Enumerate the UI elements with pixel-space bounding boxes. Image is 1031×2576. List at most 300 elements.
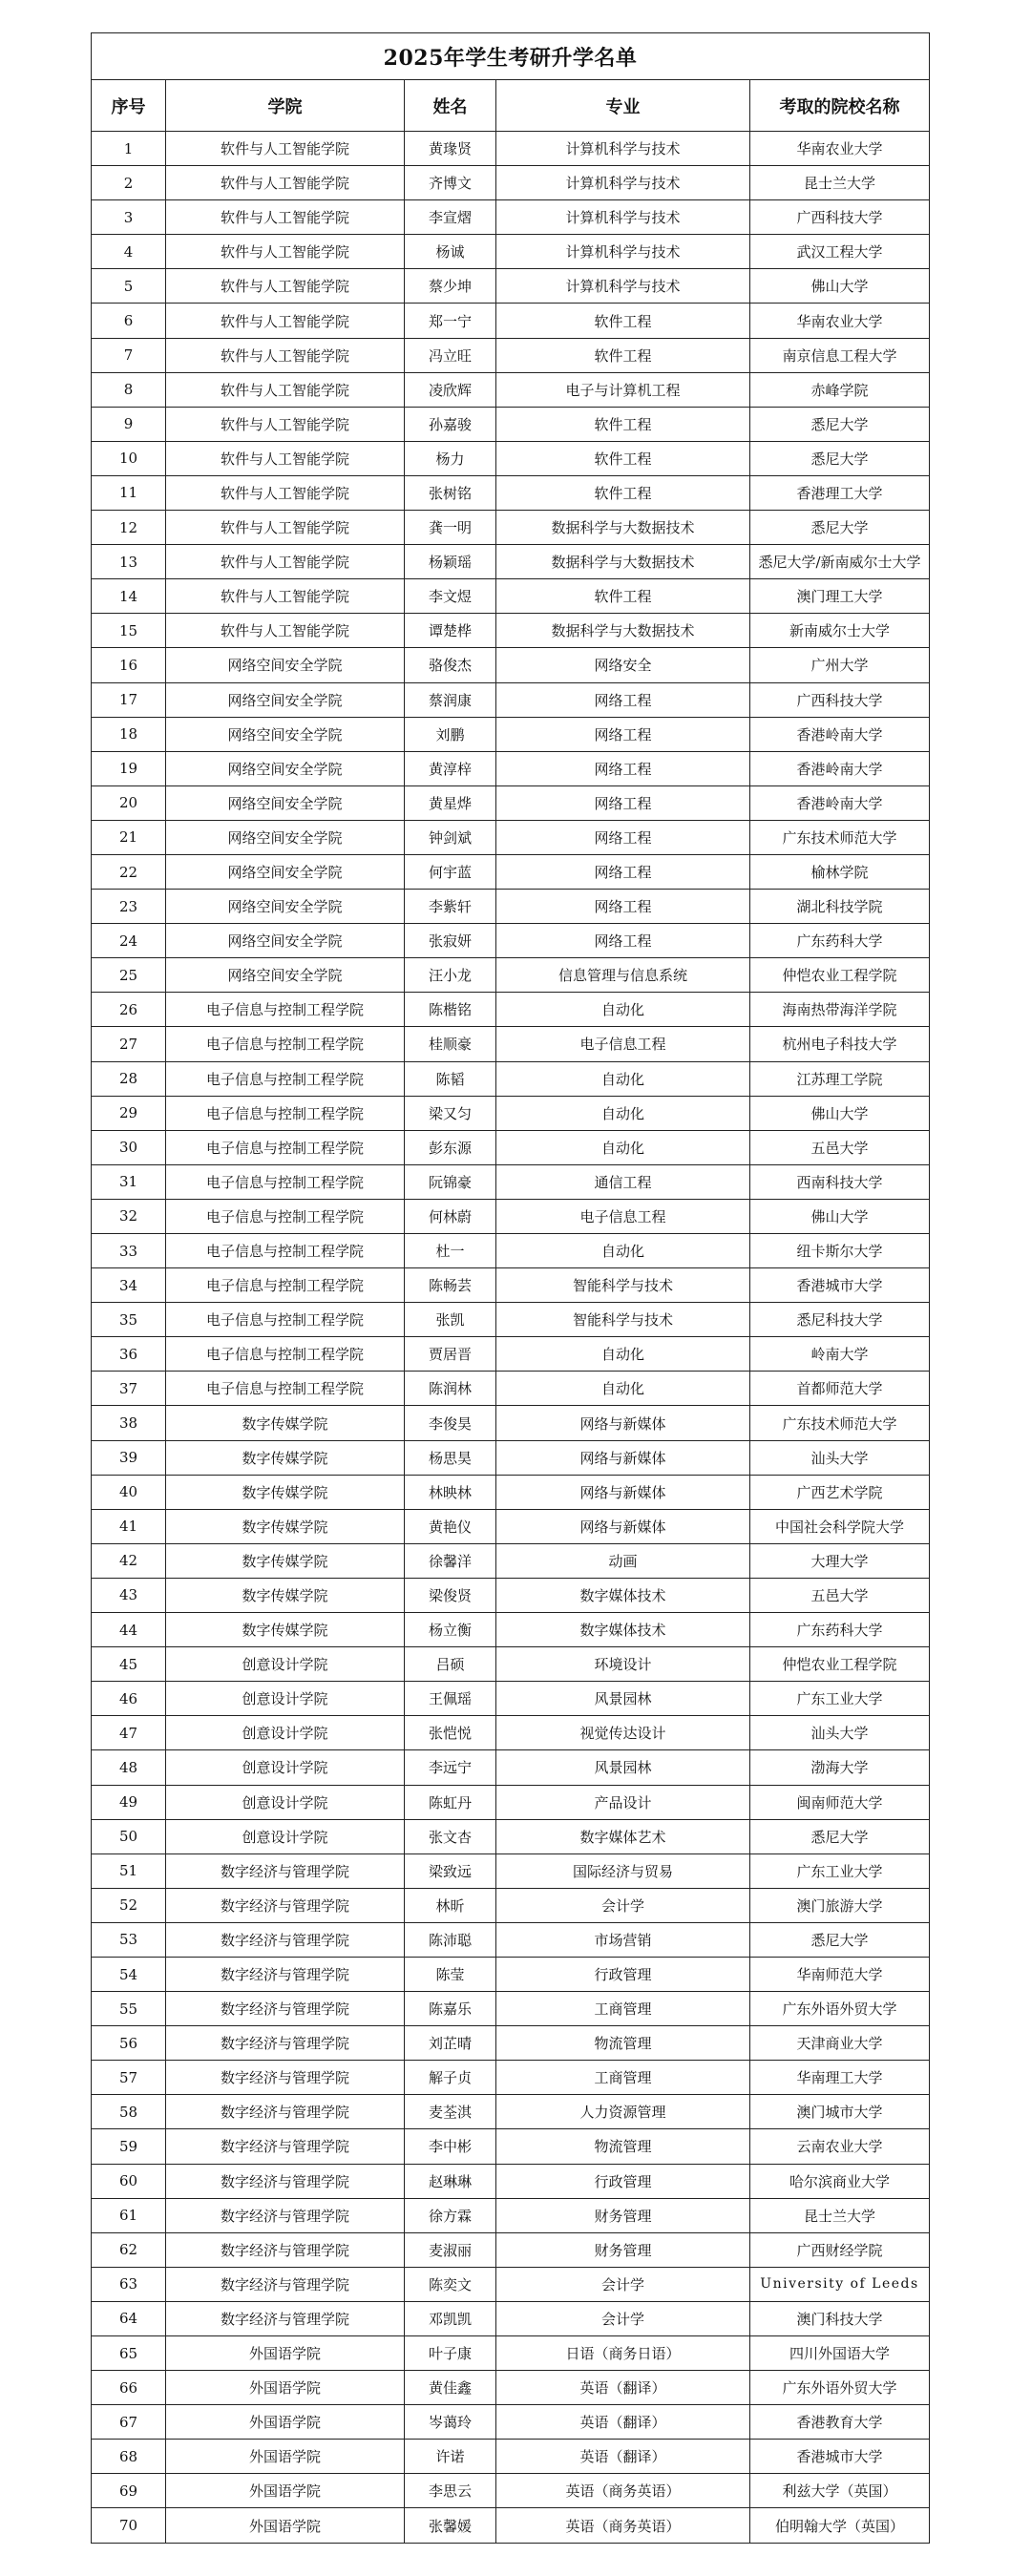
- cell-college: 数字经济与管理学院: [166, 1888, 405, 1922]
- cell-university: 利兹大学（英国）: [750, 2474, 930, 2508]
- cell-index: 21: [92, 820, 166, 854]
- cell-major: 计算机科学与技术: [496, 235, 750, 269]
- page-title: 2025年学生考研升学名单: [92, 33, 930, 80]
- cell-major: 电子信息工程: [496, 1199, 750, 1233]
- cell-university: 云南农业大学: [750, 2129, 930, 2164]
- cell-university: 澳门科技大学: [750, 2301, 930, 2335]
- cell-university: 南京信息工程大学: [750, 338, 930, 372]
- cell-major: 数字媒体技术: [496, 1613, 750, 1647]
- cell-university: 昆士兰大学: [750, 166, 930, 200]
- cell-name: 陈沛聪: [405, 1922, 496, 1957]
- cell-university: 江苏理工学院: [750, 1061, 930, 1096]
- cell-major: 英语（翻译）: [496, 2371, 750, 2405]
- cell-index: 23: [92, 890, 166, 924]
- table-row: [92, 717, 930, 751]
- table-row: [92, 545, 930, 579]
- table-row: [92, 1888, 930, 1922]
- table-row: [92, 475, 930, 510]
- cell-university: 广东外语外贸大学: [750, 1992, 930, 2026]
- cell-index: 35: [92, 1303, 166, 1337]
- cell-index: 48: [92, 1750, 166, 1785]
- table-row: [92, 2232, 930, 2267]
- table-row: [92, 2301, 930, 2335]
- cell-college: 软件与人工智能学院: [166, 372, 405, 407]
- cell-name: 陈嘉乐: [405, 1992, 496, 2026]
- cell-college: 软件与人工智能学院: [166, 235, 405, 269]
- admission-list-sheet: [91, 32, 929, 2544]
- table-row: [92, 2129, 930, 2164]
- table-row: [92, 338, 930, 372]
- cell-college: 软件与人工智能学院: [166, 338, 405, 372]
- cell-major: 计算机科学与技术: [496, 269, 750, 304]
- cell-college: 软件与人工智能学院: [166, 441, 405, 475]
- cell-university: 澳门旅游大学: [750, 1888, 930, 1922]
- cell-college: 软件与人工智能学院: [166, 200, 405, 235]
- table-row: [92, 1992, 930, 2026]
- cell-college: 电子信息与控制工程学院: [166, 1199, 405, 1233]
- table-row: [92, 1234, 930, 1268]
- cell-university: 广东药科大学: [750, 1613, 930, 1647]
- cell-university: 五邑大学: [750, 1578, 930, 1612]
- cell-index: 30: [92, 1130, 166, 1164]
- cell-college: 软件与人工智能学院: [166, 614, 405, 648]
- cell-university: 新南威尔士大学: [750, 614, 930, 648]
- table-row: [92, 785, 930, 820]
- table-row: [92, 1509, 930, 1543]
- cell-index: 39: [92, 1440, 166, 1475]
- cell-college: 外国语学院: [166, 2371, 405, 2405]
- cell-university: 悉尼大学: [750, 441, 930, 475]
- cell-name: 麦荃淇: [405, 2095, 496, 2129]
- cell-university: 悉尼大学: [750, 511, 930, 545]
- cell-college: 网络空间安全学院: [166, 890, 405, 924]
- cell-index: 14: [92, 579, 166, 614]
- cell-major: 智能科学与技术: [496, 1303, 750, 1337]
- cell-name: 冯立旺: [405, 338, 496, 372]
- cell-name: 彭东源: [405, 1130, 496, 1164]
- cell-college: 数字经济与管理学院: [166, 1992, 405, 2026]
- cell-name: 解子贞: [405, 2061, 496, 2095]
- cell-name: 李远宁: [405, 1750, 496, 1785]
- cell-name: 贾居晋: [405, 1337, 496, 1372]
- cell-university: 澳门城市大学: [750, 2095, 930, 2129]
- cell-index: 68: [92, 2440, 166, 2474]
- cell-college: 数字经济与管理学院: [166, 2129, 405, 2164]
- cell-index: 56: [92, 2026, 166, 2061]
- cell-major: 网络工程: [496, 751, 750, 785]
- cell-university: 华南师范大学: [750, 1957, 930, 1991]
- table-row: [92, 1440, 930, 1475]
- cell-name: 蔡少坤: [405, 269, 496, 304]
- cell-major: 软件工程: [496, 338, 750, 372]
- cell-index: 62: [92, 2232, 166, 2267]
- cell-university: 中国社会科学院大学: [750, 1509, 930, 1543]
- cell-university: 佛山大学: [750, 1199, 930, 1233]
- cell-name: 吕硕: [405, 1647, 496, 1682]
- cell-major: 网络工程: [496, 785, 750, 820]
- cell-college: 网络空间安全学院: [166, 820, 405, 854]
- cell-college: 软件与人工智能学院: [166, 511, 405, 545]
- table-row: [92, 200, 930, 235]
- cell-college: 数字传媒学院: [166, 1509, 405, 1543]
- cell-major: 网络安全: [496, 648, 750, 682]
- cell-university: 汕头大学: [750, 1440, 930, 1475]
- cell-college: 数字经济与管理学院: [166, 1853, 405, 1888]
- cell-name: 黄淳梓: [405, 751, 496, 785]
- cell-index: 5: [92, 269, 166, 304]
- cell-name: 徐方霖: [405, 2198, 496, 2232]
- cell-index: 44: [92, 1613, 166, 1647]
- cell-name: 张文杏: [405, 1819, 496, 1853]
- cell-college: 电子信息与控制工程学院: [166, 993, 405, 1027]
- cell-major: 电子信息工程: [496, 1027, 750, 1061]
- cell-college: 电子信息与控制工程学院: [166, 1337, 405, 1372]
- cell-university: 香港岭南大学: [750, 717, 930, 751]
- table-row: [92, 372, 930, 407]
- cell-name: 徐馨洋: [405, 1543, 496, 1578]
- cell-college: 外国语学院: [166, 2405, 405, 2440]
- cell-university: 榆林学院: [750, 854, 930, 889]
- cell-name: 赵琳琳: [405, 2164, 496, 2198]
- cell-university: 广州大学: [750, 648, 930, 682]
- cell-index: 49: [92, 1785, 166, 1819]
- cell-name: 何林蔚: [405, 1199, 496, 1233]
- cell-index: 55: [92, 1992, 166, 2026]
- cell-college: 数字传媒学院: [166, 1543, 405, 1578]
- table-row: [92, 2164, 930, 2198]
- table-row: [92, 1096, 930, 1130]
- cell-major: 电子与计算机工程: [496, 372, 750, 407]
- cell-index: 43: [92, 1578, 166, 1612]
- cell-index: 70: [92, 2508, 166, 2543]
- cell-major: 行政管理: [496, 2164, 750, 2198]
- cell-index: 16: [92, 648, 166, 682]
- cell-name: 杨诚: [405, 235, 496, 269]
- column-header-major: 专业: [496, 80, 750, 132]
- table-row: [92, 1303, 930, 1337]
- cell-university: 首都师范大学: [750, 1372, 930, 1406]
- cell-index: 22: [92, 854, 166, 889]
- cell-college: 创意设计学院: [166, 1785, 405, 1819]
- cell-university: 赤峰学院: [750, 372, 930, 407]
- table-row: [92, 1337, 930, 1372]
- cell-university: 海南热带海洋学院: [750, 993, 930, 1027]
- table-header-row: [92, 80, 930, 132]
- cell-college: 软件与人工智能学院: [166, 166, 405, 200]
- cell-name: 陈楷铭: [405, 993, 496, 1027]
- cell-college: 软件与人工智能学院: [166, 304, 405, 338]
- cell-name: 陈奕文: [405, 2267, 496, 2301]
- cell-major: 日语（商务日语）: [496, 2336, 750, 2371]
- cell-university: 香港城市大学: [750, 2440, 930, 2474]
- cell-index: 33: [92, 1234, 166, 1268]
- cell-name: 李宣熠: [405, 200, 496, 235]
- cell-index: 19: [92, 751, 166, 785]
- cell-university: 广东技术师范大学: [750, 1406, 930, 1440]
- cell-major: 网络工程: [496, 890, 750, 924]
- cell-major: 软件工程: [496, 407, 750, 441]
- cell-college: 电子信息与控制工程学院: [166, 1303, 405, 1337]
- cell-index: 2: [92, 166, 166, 200]
- table-body: [92, 132, 930, 2544]
- cell-college: 软件与人工智能学院: [166, 269, 405, 304]
- table-row: [92, 1785, 930, 1819]
- cell-name: 张凯: [405, 1303, 496, 1337]
- cell-name: 张寂妍: [405, 924, 496, 958]
- cell-college: 数字经济与管理学院: [166, 2026, 405, 2061]
- cell-major: 行政管理: [496, 1957, 750, 1991]
- cell-major: 网络工程: [496, 924, 750, 958]
- cell-name: 张树铭: [405, 475, 496, 510]
- cell-university: 广西科技大学: [750, 200, 930, 235]
- table-row: [92, 2371, 930, 2405]
- cell-major: 计算机科学与技术: [496, 200, 750, 235]
- cell-university: 悉尼大学: [750, 407, 930, 441]
- cell-university: 悉尼大学: [750, 1922, 930, 1957]
- table-row: [92, 1164, 930, 1199]
- cell-name: 谭楚桦: [405, 614, 496, 648]
- cell-university: 天津商业大学: [750, 2026, 930, 2061]
- table-row: [92, 1682, 930, 1716]
- cell-name: 梁致远: [405, 1853, 496, 1888]
- cell-university: 大理大学: [750, 1543, 930, 1578]
- column-header-college: 学院: [166, 80, 405, 132]
- cell-major: 网络工程: [496, 854, 750, 889]
- cell-major: 自动化: [496, 1234, 750, 1268]
- table-row: [92, 2267, 930, 2301]
- cell-index: 9: [92, 407, 166, 441]
- cell-name: 刘鹏: [405, 717, 496, 751]
- table-row: [92, 648, 930, 682]
- cell-college: 外国语学院: [166, 2440, 405, 2474]
- cell-index: 57: [92, 2061, 166, 2095]
- cell-major: 人力资源管理: [496, 2095, 750, 2129]
- cell-name: 杨颖瑶: [405, 545, 496, 579]
- cell-name: 杜一: [405, 1234, 496, 1268]
- cell-university: 广东外语外贸大学: [750, 2371, 930, 2405]
- table-row: [92, 993, 930, 1027]
- cell-university: 纽卡斯尔大学: [750, 1234, 930, 1268]
- cell-index: 12: [92, 511, 166, 545]
- cell-index: 59: [92, 2129, 166, 2164]
- cell-index: 52: [92, 1888, 166, 1922]
- cell-major: 自动化: [496, 1337, 750, 1372]
- cell-university: 广东技术师范大学: [750, 820, 930, 854]
- table-row: [92, 1750, 930, 1785]
- cell-major: 会计学: [496, 1888, 750, 1922]
- cell-university: 悉尼大学/新南威尔士大学: [750, 545, 930, 579]
- cell-college: 数字传媒学院: [166, 1440, 405, 1475]
- table-row: [92, 2026, 930, 2061]
- cell-major: 环境设计: [496, 1647, 750, 1682]
- cell-college: 外国语学院: [166, 2508, 405, 2543]
- cell-name: 杨思昊: [405, 1440, 496, 1475]
- cell-university: 岭南大学: [750, 1337, 930, 1372]
- cell-index: 53: [92, 1922, 166, 1957]
- cell-index: 7: [92, 338, 166, 372]
- cell-college: 网络空间安全学院: [166, 751, 405, 785]
- cell-university: 华南农业大学: [750, 132, 930, 166]
- cell-index: 60: [92, 2164, 166, 2198]
- cell-major: 通信工程: [496, 1164, 750, 1199]
- cell-index: 31: [92, 1164, 166, 1199]
- cell-major: 自动化: [496, 1061, 750, 1096]
- table-row: [92, 1027, 930, 1061]
- cell-name: 岑蔼玲: [405, 2405, 496, 2440]
- cell-university: 杭州电子科技大学: [750, 1027, 930, 1061]
- cell-name: 梁又匀: [405, 1096, 496, 1130]
- cell-college: 数字经济与管理学院: [166, 2267, 405, 2301]
- cell-university: 华南理工大学: [750, 2061, 930, 2095]
- cell-major: 计算机科学与技术: [496, 166, 750, 200]
- cell-university: 广东工业大学: [750, 1682, 930, 1716]
- cell-major: 物流管理: [496, 2129, 750, 2164]
- table-row: [92, 2336, 930, 2371]
- cell-major: 工商管理: [496, 2061, 750, 2095]
- table-row: [92, 579, 930, 614]
- cell-major: 数字媒体技术: [496, 1578, 750, 1612]
- table-row: [92, 304, 930, 338]
- table-row: [92, 1957, 930, 1991]
- table-row: [92, 614, 930, 648]
- cell-university: 悉尼科技大学: [750, 1303, 930, 1337]
- cell-index: 15: [92, 614, 166, 648]
- cell-major: 数据科学与大数据技术: [496, 511, 750, 545]
- cell-index: 69: [92, 2474, 166, 2508]
- table-row: [92, 2095, 930, 2129]
- cell-name: 李紫轩: [405, 890, 496, 924]
- cell-major: 产品设计: [496, 1785, 750, 1819]
- cell-major: 自动化: [496, 993, 750, 1027]
- cell-name: 林昕: [405, 1888, 496, 1922]
- cell-college: 数字经济与管理学院: [166, 2061, 405, 2095]
- cell-index: 64: [92, 2301, 166, 2335]
- table-row: [92, 1406, 930, 1440]
- cell-index: 4: [92, 235, 166, 269]
- cell-college: 软件与人工智能学院: [166, 475, 405, 510]
- cell-university: 昆士兰大学: [750, 2198, 930, 2232]
- cell-index: 51: [92, 1853, 166, 1888]
- cell-major: 网络与新媒体: [496, 1406, 750, 1440]
- cell-name: 何宇蓝: [405, 854, 496, 889]
- cell-major: 风景园林: [496, 1750, 750, 1785]
- cell-major: 动画: [496, 1543, 750, 1578]
- table-row: [92, 2474, 930, 2508]
- cell-index: 37: [92, 1372, 166, 1406]
- cell-index: 32: [92, 1199, 166, 1233]
- cell-name: 陈润林: [405, 1372, 496, 1406]
- cell-index: 36: [92, 1337, 166, 1372]
- cell-major: 工商管理: [496, 1992, 750, 2026]
- cell-index: 42: [92, 1543, 166, 1578]
- cell-index: 3: [92, 200, 166, 235]
- table-row: [92, 820, 930, 854]
- cell-college: 电子信息与控制工程学院: [166, 1130, 405, 1164]
- cell-university: 仲恺农业工程学院: [750, 958, 930, 993]
- cell-index: 45: [92, 1647, 166, 1682]
- cell-name: 李中彬: [405, 2129, 496, 2164]
- cell-name: 林映林: [405, 1475, 496, 1509]
- cell-index: 13: [92, 545, 166, 579]
- cell-university: 广东药科大学: [750, 924, 930, 958]
- cell-major: 英语（翻译）: [496, 2440, 750, 2474]
- cell-index: 61: [92, 2198, 166, 2232]
- table-row: [92, 1372, 930, 1406]
- cell-university: 澳门理工大学: [750, 579, 930, 614]
- cell-name: 孙嘉骏: [405, 407, 496, 441]
- cell-college: 创意设计学院: [166, 1682, 405, 1716]
- cell-university: 五邑大学: [750, 1130, 930, 1164]
- cell-college: 数字经济与管理学院: [166, 2198, 405, 2232]
- cell-major: 软件工程: [496, 579, 750, 614]
- column-header-university: 考取的院校名称: [750, 80, 930, 132]
- table-row: [92, 1647, 930, 1682]
- cell-university: 香港城市大学: [750, 1268, 930, 1303]
- column-header-name: 姓名: [405, 80, 496, 132]
- cell-index: 47: [92, 1716, 166, 1750]
- cell-college: 数字传媒学院: [166, 1475, 405, 1509]
- table-row: [92, 1130, 930, 1164]
- table-row: [92, 407, 930, 441]
- cell-name: 黄瑑贤: [405, 132, 496, 166]
- table-row: [92, 1578, 930, 1612]
- cell-index: 46: [92, 1682, 166, 1716]
- cell-college: 创意设计学院: [166, 1819, 405, 1853]
- table-row: [92, 924, 930, 958]
- cell-university: 广东工业大学: [750, 1853, 930, 1888]
- cell-college: 外国语学院: [166, 2474, 405, 2508]
- cell-name: 骆俊杰: [405, 648, 496, 682]
- table-row: [92, 1613, 930, 1647]
- cell-name: 阮锦豪: [405, 1164, 496, 1199]
- table-row: [92, 751, 930, 785]
- cell-major: 自动化: [496, 1372, 750, 1406]
- cell-name: 蔡润康: [405, 682, 496, 717]
- cell-index: 6: [92, 304, 166, 338]
- cell-major: 网络工程: [496, 717, 750, 751]
- cell-major: 自动化: [496, 1130, 750, 1164]
- cell-university: 湖北科技学院: [750, 890, 930, 924]
- cell-college: 网络空间安全学院: [166, 854, 405, 889]
- cell-major: 软件工程: [496, 475, 750, 510]
- cell-university: 华南农业大学: [750, 304, 930, 338]
- table-row: [92, 441, 930, 475]
- table-row: [92, 2508, 930, 2543]
- column-header-index: 序号: [92, 80, 166, 132]
- cell-index: 40: [92, 1475, 166, 1509]
- cell-name: 邓凯凯: [405, 2301, 496, 2335]
- cell-college: 网络空间安全学院: [166, 785, 405, 820]
- cell-index: 54: [92, 1957, 166, 1991]
- table-row: [92, 1922, 930, 1957]
- table-row: [92, 1853, 930, 1888]
- cell-major: 软件工程: [496, 441, 750, 475]
- cell-major: 物流管理: [496, 2026, 750, 2061]
- table-row: [92, 1819, 930, 1853]
- cell-major: 网络工程: [496, 682, 750, 717]
- cell-major: 英语（商务英语）: [496, 2508, 750, 2543]
- cell-college: 软件与人工智能学院: [166, 407, 405, 441]
- cell-index: 29: [92, 1096, 166, 1130]
- cell-major: 英语（翻译）: [496, 2405, 750, 2440]
- cell-name: 陈畅芸: [405, 1268, 496, 1303]
- cell-index: 34: [92, 1268, 166, 1303]
- cell-index: 65: [92, 2336, 166, 2371]
- cell-name: 王佩瑶: [405, 1682, 496, 1716]
- cell-major: 会计学: [496, 2267, 750, 2301]
- admission-table: [91, 32, 930, 2544]
- cell-index: 25: [92, 958, 166, 993]
